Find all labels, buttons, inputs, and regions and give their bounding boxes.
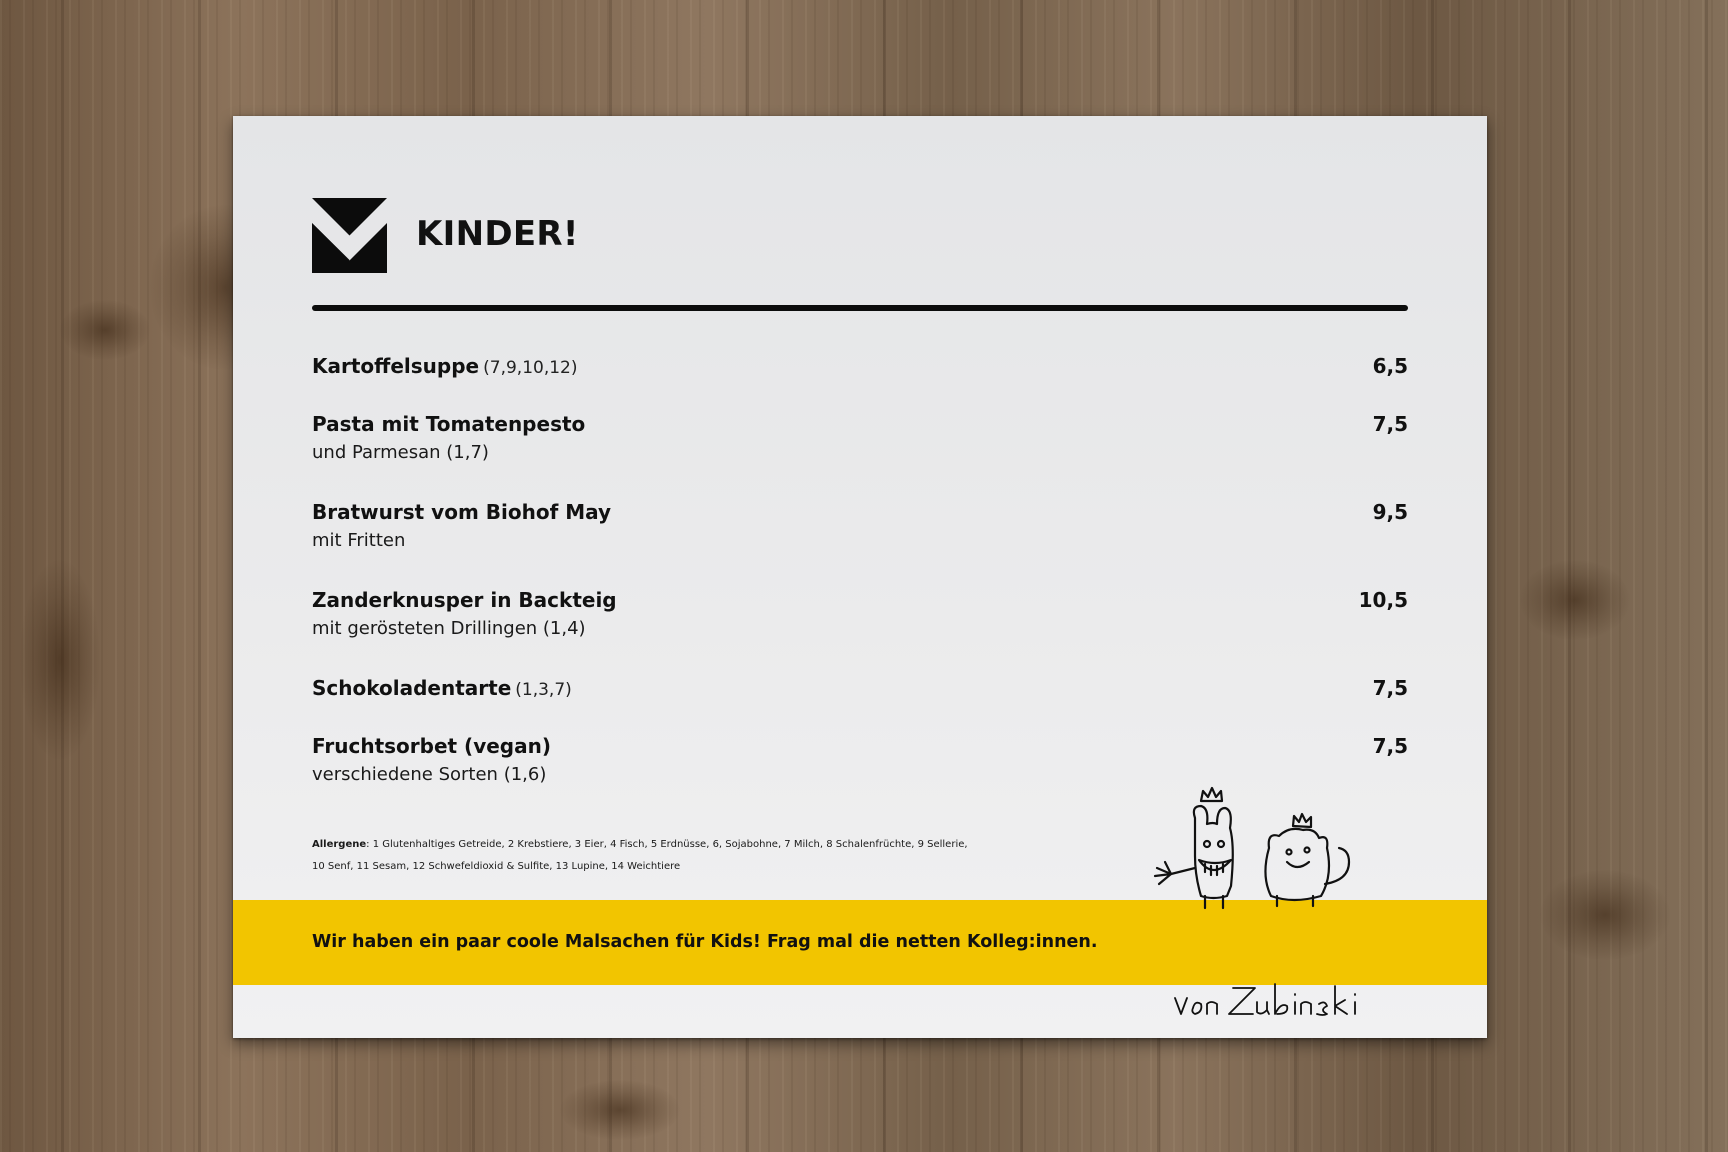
menu-item-price: 7,5 <box>1372 734 1408 758</box>
wood-knot <box>560 1080 680 1140</box>
brand-logo-icon <box>312 198 387 273</box>
menu-item-price: 6,5 <box>1372 354 1408 378</box>
menu-card <box>233 116 1487 1038</box>
menu-item-name: Zanderknusper in Backteig <box>312 588 617 612</box>
wood-knot <box>20 560 100 760</box>
menu-item <box>312 412 1408 500</box>
menu-item-name: Schokoladentarte <box>312 676 512 700</box>
menu-list <box>312 354 1408 822</box>
menu-item-price: 10,5 <box>1358 588 1408 612</box>
menu-item-description: verschiedene Sorten (1,6) <box>312 764 547 785</box>
wood-knot <box>1540 870 1670 960</box>
allergen-legend <box>312 834 1012 878</box>
menu-item-price: 9,5 <box>1372 500 1408 524</box>
banner-text: Wir haben ein paar coole Malsachen für Kids! Frag mal die netten Kolleg:innen. <box>312 932 1098 952</box>
menu-item <box>312 676 1408 734</box>
menu-item-name: Bratwurst vom Biohof May <box>312 500 612 524</box>
menu-item-name: Fruchtsorbet (vegan) <box>312 734 551 758</box>
menu-item <box>312 500 1408 588</box>
menu-item-name: Kartoffelsuppe <box>312 354 480 378</box>
menu-item-description: mit gerösteten Drillingen (1,4) <box>312 618 586 639</box>
menu-item-name: Pasta mit Tomatenpesto <box>312 412 586 436</box>
wood-knot <box>60 300 150 360</box>
allergen-label: Allergene <box>312 839 367 850</box>
menu-item <box>312 588 1408 676</box>
allergen-line-1: : 1 Glutenhaltiges Getreide, 2 Krebstiere, 3 Eier, 4 Fisch, 5 Erdnüsse, 6, Sojabohne, 7 Milch, 8 Schalenfrüchte, 9 Sellerie, <box>366 839 968 850</box>
title-divider <box>312 305 1408 311</box>
mascot-illustration <box>1143 776 1365 1016</box>
menu-item-description: mit Fritten <box>312 530 406 551</box>
menu-title: KINDER! <box>416 214 579 254</box>
menu-item <box>312 354 1408 412</box>
allergen-line-2: 10 Senf, 11 Sesam, 12 Schwefeldioxid & Sulfite, 13 Lupine, 14 Weichtiere <box>312 861 681 872</box>
menu-item-allergens: (7,9,10,12) <box>483 358 578 378</box>
wood-knot <box>1520 560 1630 640</box>
menu-item-allergens: (1,3,7) <box>515 680 572 700</box>
menu-item-description: und Parmesan (1,7) <box>312 442 489 463</box>
menu-item-price: 7,5 <box>1372 412 1408 436</box>
menu-item-price: 7,5 <box>1372 676 1408 700</box>
